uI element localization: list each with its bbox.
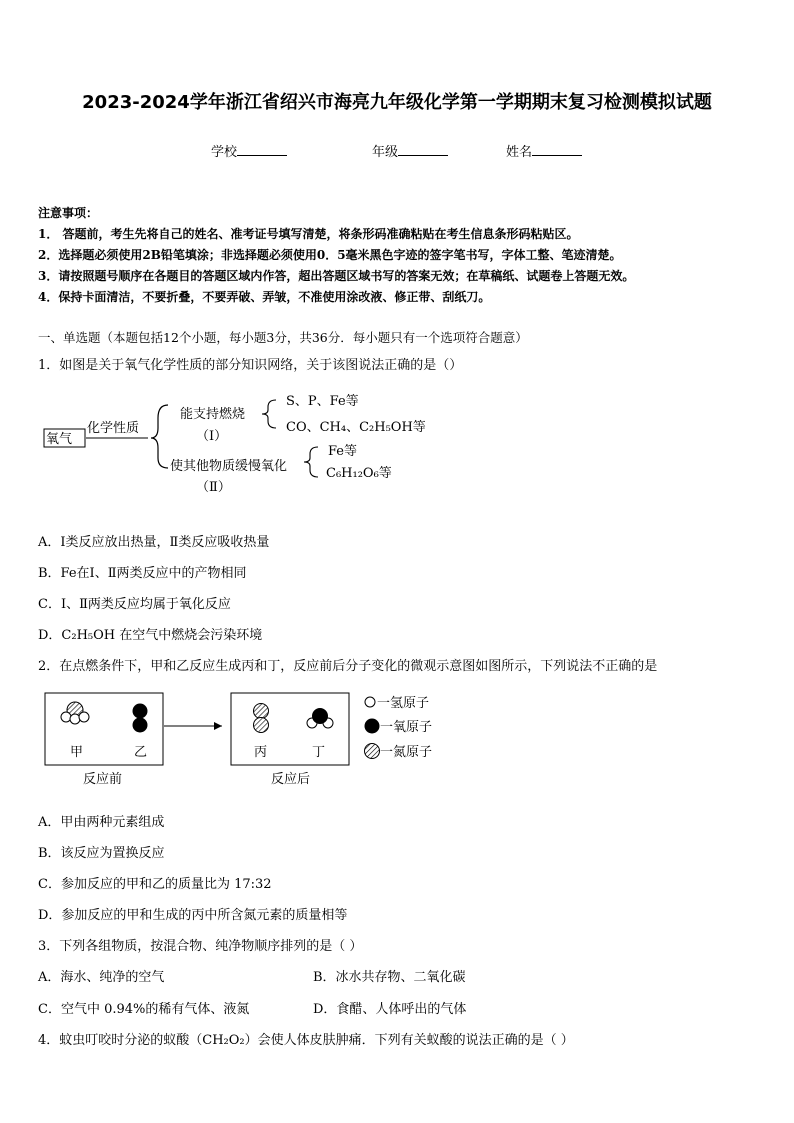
q2-option-a[interactable]: A．甲由两种元素组成 [38,815,165,830]
q1-branch2-num: （Ⅱ） [196,480,231,495]
q2-legend-hydrogen: 一氢原子 [377,696,430,711]
q2-stem: 2．在点燃条件下，甲和乙反应生成丙和丁，反应前后分子变化的微观示意图如图所示，下列说法不正确的是 [38,659,658,674]
hydrogen-atom-icon [365,697,375,707]
q2-before-label: 反应前 [83,772,123,787]
q2-jia-label: 甲 [70,745,84,760]
q2-ding-label: 丁 [312,745,326,760]
q1-root-label: 氧气 [46,432,73,447]
notes-heading: 注意事项： [38,206,99,220]
q2-option-d[interactable]: D．参加反应的甲和生成的丙中所含氮元素的质量相等 [38,908,348,923]
q1-option-c[interactable]: C．Ⅰ、Ⅱ两类反应均属于氧化反应 [38,597,231,612]
q1-option-a[interactable]: A．Ⅰ类反应放出热量，Ⅱ类反应吸收热量 [38,535,270,550]
q1-branch1-num: （Ⅰ） [196,429,228,444]
q1-b1-item1: S、P、Fe等 [286,394,359,409]
q3-option-d[interactable]: D．食醋、人体呼出的气体 [313,1002,467,1017]
q2-legend-oxygen: 一氧原子 [380,720,433,735]
q1-option-d[interactable]: D．C₂H₅OH 在空气中燃烧会污染环境 [38,628,263,643]
q1-branch1-label: 能支持燃烧 [180,407,246,422]
name-label: 姓名 [506,145,533,160]
q2-after-box [231,693,349,765]
q1-b2-item2: C₆H₁₂O₆等 [326,466,392,481]
q2-yi-molecule [133,704,148,733]
nitrogen-atom-icon [365,744,380,759]
q2-jia-molecule [61,702,89,724]
q2-arrow-icon [214,722,222,730]
q1-prop-label: 化学性质 [87,421,140,436]
q3-option-b[interactable]: B．冰水共存物、二氧化碳 [313,970,466,985]
grade-label: 年级 [372,145,399,160]
notes-item: 3．请按照题号顺序在各题目的答题区域内作答，超出答题区域书写的答案无效；在草稿纸、试题卷上答题无效。 [38,269,635,283]
page-title: 2023-2024学年浙江省绍兴市海亮九年级化学第一学期期末复习检测模拟试题 [82,92,712,113]
q3-option-a[interactable]: A．海水、纯净的空气 [38,970,165,985]
notes-item: 1． 答题前，考生先将自己的姓名、准考证号填写清楚，将条形码准确粘贴在考生信息条形码粘贴区。 [38,227,579,241]
notes-item: 2．选择题必须使用2B铅笔填涂；非选择题必须使用0．5毫米黑色字迹的签字笔书写，字体工整、笔迹清楚。 [38,248,622,262]
q1-option-b[interactable]: B．Fe在Ⅰ、Ⅱ两类反应中的产物相同 [38,566,247,581]
q1-b1-item2: CO、CH₄、C₂H₅OH等 [286,420,426,435]
q4-stem: 4．蚊虫叮咬时分泌的蚁酸（CH₂O₂）会使人体皮肤肿痛．下列有关蚁酸的说法正确的是（ ） [38,1033,574,1048]
q1-b2-item1: Fe等 [328,444,358,459]
q3-option-c[interactable]: C．空气中 0.94%的稀有气体、液氮 [38,1002,250,1017]
school-label: 学校 [211,145,238,160]
q2-yi-label: 乙 [134,745,148,760]
q2-legend-nitrogen: 一氮原子 [380,745,433,760]
notes-item: 4．保持卡面清洁，不要折叠，不要弄破、弄皱，不准使用涂改液、修正带、刮纸刀。 [38,290,491,304]
q2-bing-molecule [254,704,269,733]
oxygen-atom-icon [365,719,380,734]
q2-legend [365,696,433,760]
q2-ding-molecule [307,708,333,728]
section-heading: 一、单选题（本题包括12个小题，每小题3分，共36分．每小题只有一个选项符合题意） [38,330,528,345]
q2-bing-label: 丙 [254,745,268,760]
q2-option-c[interactable]: C．参加反应的甲和乙的质量比为 17:32 [38,877,272,892]
q1-branch2-label: 使其他物质缓慢氧化 [170,459,288,474]
q3-stem: 3．下列各组物质，按混合物、纯净物顺序排列的是（ ） [38,939,363,954]
q2-after-label: 反应后 [271,772,311,787]
q1-stem: 1．如图是关于氧气化学性质的部分知识网络，关于该图说法正确的是（） [38,358,463,373]
q2-option-b[interactable]: B．该反应为置换反应 [38,846,165,861]
